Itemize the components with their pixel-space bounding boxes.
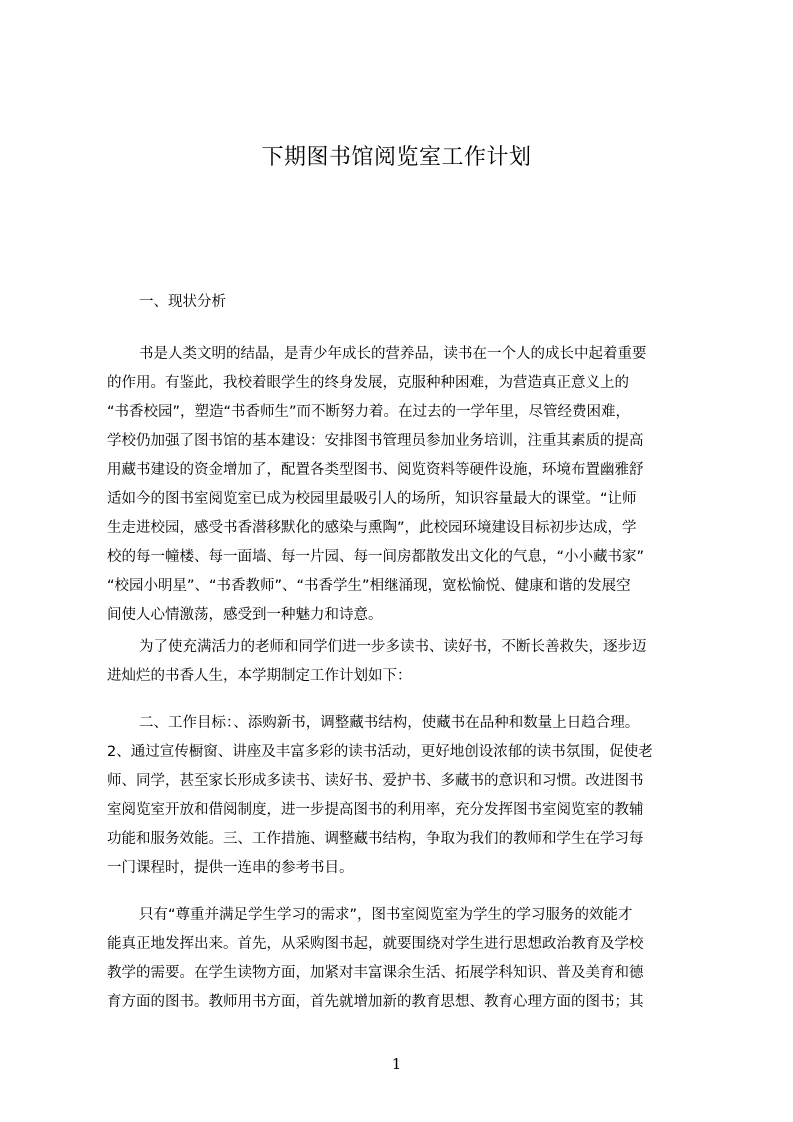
paragraph-line: 书是人类文明的结晶，是青少年成长的营养品，读书在一个人的成长中起着重要 — [139, 346, 647, 362]
paragraph-line: 只有“尊重并满足学生学习的需求”，图书室阅览室为学生的学习服务的效能才 — [139, 907, 633, 923]
page-number: 1 — [391, 1055, 402, 1073]
paragraph-line: 间使人心情激荡，感受到一种魅力和诗意。 — [107, 607, 383, 623]
paragraph-line: 一门课程时，提供一连串的参考书目。 — [107, 860, 354, 876]
paragraph-line: “校园小明星”、“书香教师”、“书香学生”相继涌现，宽松愉悦、健康和谐的发展空 — [107, 578, 631, 594]
section-heading-block — [107, 288, 703, 317]
paragraph-current-status — [107, 340, 703, 630]
paragraph-line: 进灿烂的书香人生，本学期制定工作计划如下： — [107, 668, 412, 684]
paragraph-student-needs — [107, 901, 703, 1017]
paragraph-line: 功能和服务效能。三、工作措施、调整藏书结构，争取为我们的教师和学生在学习每 — [107, 831, 644, 847]
paragraph-line: 师、同学，甚至家长形成多读书、读好书、爱护书、多藏书的意识和习惯。改进图书 — [107, 773, 644, 789]
paragraph-line: 二、工作目标：、添购新书，调整藏书结构，使藏书在品种和数量上日趋合理。 — [139, 715, 640, 731]
paragraph-line: 用藏书建设的资金增加了，配置各类型图书、阅览资料等硬件设施，环境布置幽雅舒 — [107, 462, 644, 478]
paragraph-line: 教学的需要。在学生读物方面，加紧对丰富课余生活、拓展学科知识、普及美育和德 — [107, 965, 644, 981]
paragraph-line: 适如今的图书室阅览室已成为校园里最吸引人的场所，知识容量最大的课堂。“让师 — [107, 491, 637, 507]
paragraph-line: 2、通过宣传橱窗、讲座及丰富多彩的读书活动，更好地创设浓郁的读书氛围，促使老 — [107, 744, 653, 760]
paragraph-line: 育方面的图书。教师用书方面，首先就增加新的教育思想、教育心理方面的图书；其 — [107, 994, 644, 1010]
paragraph-line: 能真正地发挥出来。首先，从采购图书起，就要围绕对学生进行思想政治教育及学校 — [107, 936, 644, 952]
paragraph-line: 为了使充满活力的老师和同学们进一步多读书、读好书，不断长善救失，逐步迈 — [139, 639, 647, 655]
paragraph-line: 室阅览室开放和借阅制度，进一步提高图书的利用率，充分发挥图书室阅览室的教辅 — [107, 802, 644, 818]
paragraph-line: “书香校园”，塑造“书香师生”而不断努力着。在过去的一学年里，尽管经费困难， — [107, 404, 631, 420]
paragraph-intro-plan — [107, 633, 703, 691]
paragraph-line: 的作用。有鉴此，我校着眼学生的终身发展，克服种种困难，为营造真正意义上的 — [107, 375, 629, 391]
paragraph-work-goals — [107, 709, 703, 883]
document-title: 下期图书馆阅览室工作计划 — [261, 145, 532, 170]
section-heading: 一、现状分析 — [139, 294, 226, 310]
paragraph-line: 生走进校园，感受书香潜移默化的感染与熏陶”，此校园环境建设目标初步达成，学 — [107, 520, 637, 536]
paragraph-line: 学校仍加强了图书馆的基本建设：安排图书管理员参加业务培训，注重其素质的提高 — [107, 433, 644, 449]
paragraph-line: 校的每一幢楼、每一面墙、每一片园、每一间房都散发出文化的气息，“小小藏书家” — [107, 549, 645, 565]
